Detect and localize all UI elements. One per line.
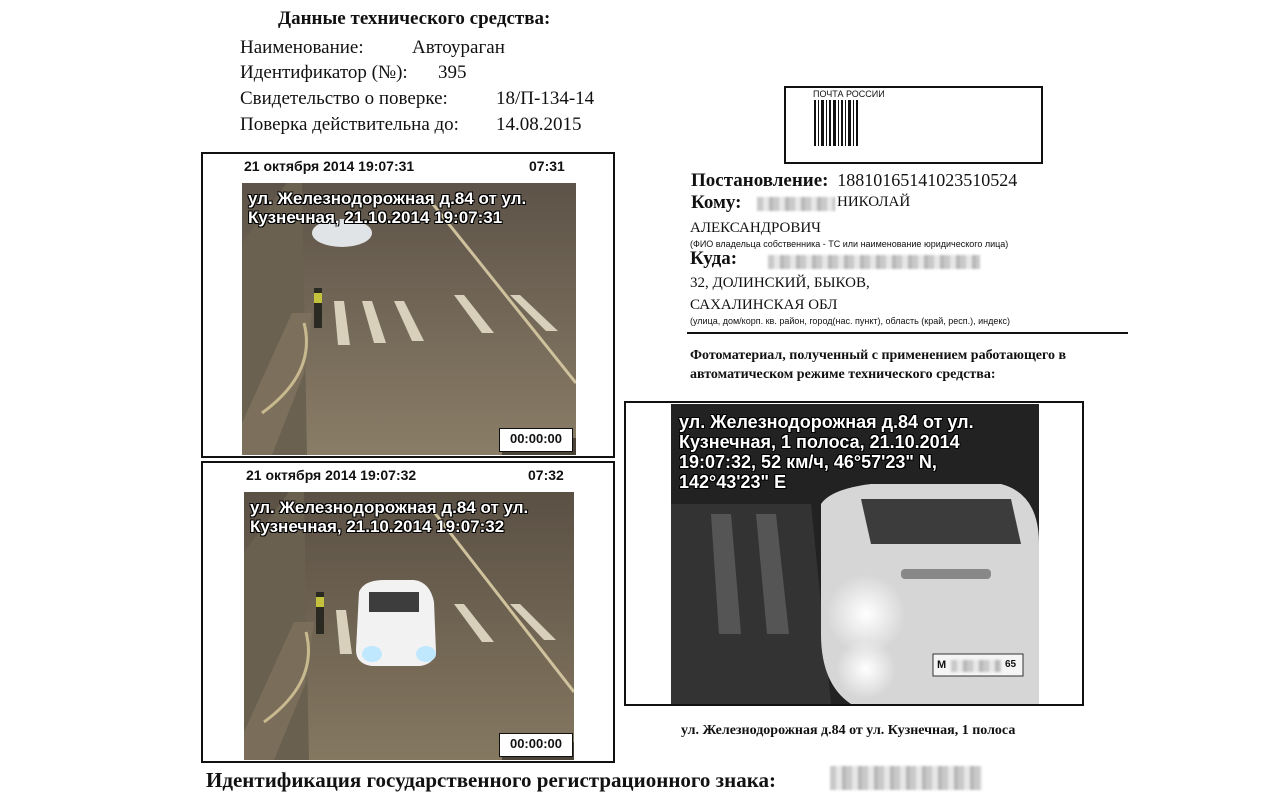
- frame-counter: 07:32: [528, 467, 564, 483]
- address-line-2: САХАЛИНСКАЯ ОБЛ: [690, 297, 838, 313]
- post-label: ПОЧТА РОССИИ: [813, 89, 885, 99]
- divider: [687, 332, 1128, 334]
- tech-data-title: Данные технического средства:: [278, 8, 551, 29]
- tech-label: Поверка действительна до:: [240, 114, 459, 135]
- overlay-line: Кузнечная, 1 полоса, 21.10.2014: [679, 432, 960, 452]
- post-barcode-box: [784, 86, 1043, 164]
- overlay-line: Кузнечная, 21.10.2014 19:07:31: [248, 208, 503, 227]
- tech-value: 18/П-134-14: [496, 88, 595, 109]
- tech-value: 395: [438, 62, 467, 83]
- recipient-note: (ФИО владельца собственника - ТС или наименование юридического лица): [690, 239, 1009, 249]
- tech-label: Наименование:: [240, 37, 364, 58]
- main-photo-frame: [624, 401, 1084, 706]
- frame-timer: 00:00:00: [499, 733, 573, 757]
- tech-value: 14.08.2015: [496, 114, 582, 135]
- overlay-line: 19:07:32, 52 км/ч, 46°57'23" N,: [679, 452, 937, 472]
- camera-frame-1: [201, 152, 615, 458]
- redacted-plate: [951, 660, 1001, 672]
- recipient-line: [691, 192, 911, 214]
- vehicle-photo: [671, 404, 1039, 704]
- photo-caption: Фотоматериал, полученный с применением работающего в автоматическом режиме технического средства:: [690, 348, 1067, 382]
- resolution-number: 18810165141023510524: [837, 170, 1018, 190]
- street-photo: [242, 183, 576, 455]
- overlay-line: ул. Железнодорожная д.84 от ул.: [679, 412, 974, 432]
- tech-row-certificate: [240, 88, 595, 110]
- overlay-line: Кузнечная, 21.10.2014 19:07:32: [250, 517, 505, 536]
- tech-row-id: [240, 62, 467, 84]
- address-line-1: 32, ДОЛИНСКИЙ, БЫКОВ,: [690, 275, 870, 291]
- plate-series: М: [937, 659, 947, 671]
- address-line: [690, 248, 737, 270]
- redacted-address: [768, 255, 980, 269]
- recipient-patronymic: АЛЕКСАНДРОВИЧ: [690, 220, 821, 236]
- frame-datetime: 21 октября 2014 19:07:32: [246, 467, 417, 483]
- recipient-label: Кому:: [691, 192, 742, 213]
- tech-value: Автоураган: [412, 37, 505, 58]
- tech-row-name: [240, 37, 505, 59]
- redacted-plate-number: [830, 766, 982, 790]
- frame-timer: 00:00:00: [499, 428, 573, 452]
- redacted-surname: [757, 197, 835, 211]
- frame-datetime: 21 октября 2014 19:07:31: [244, 158, 415, 174]
- barcode-icon: [814, 100, 860, 146]
- overlay-line: 142°43'23" E: [679, 472, 787, 492]
- resolution-label: Постановление:: [691, 170, 829, 191]
- tech-label: Идентификатор (№):: [240, 62, 408, 83]
- street-photo: [244, 492, 574, 760]
- plate-region: 65: [1005, 659, 1017, 670]
- overlay-line: ул. Железнодорожная д.84 от ул.: [250, 498, 529, 517]
- identification-label: Идентификация государственного регистрационного знака:: [206, 768, 776, 792]
- recipient-name: НИКОЛАЙ: [837, 194, 911, 210]
- address-note: (улица, дом/корп. кв. район, город(нас. пункт), область (край, респ.), индекс): [690, 316, 1010, 326]
- camera-frame-2: [201, 461, 615, 763]
- frame-counter: 07:31: [529, 158, 565, 174]
- address-label: Куда:: [690, 248, 738, 269]
- resolution-line: [691, 170, 1017, 192]
- tech-label: Свидетельство о поверке:: [240, 88, 448, 109]
- main-photo-caption: ул. Железнодорожная д.84 от ул. Кузнечная, 1 полоса: [681, 723, 1016, 738]
- overlay-line: ул. Железнодорожная д.84 от ул.: [248, 189, 527, 208]
- tech-row-valid-until: [240, 114, 582, 136]
